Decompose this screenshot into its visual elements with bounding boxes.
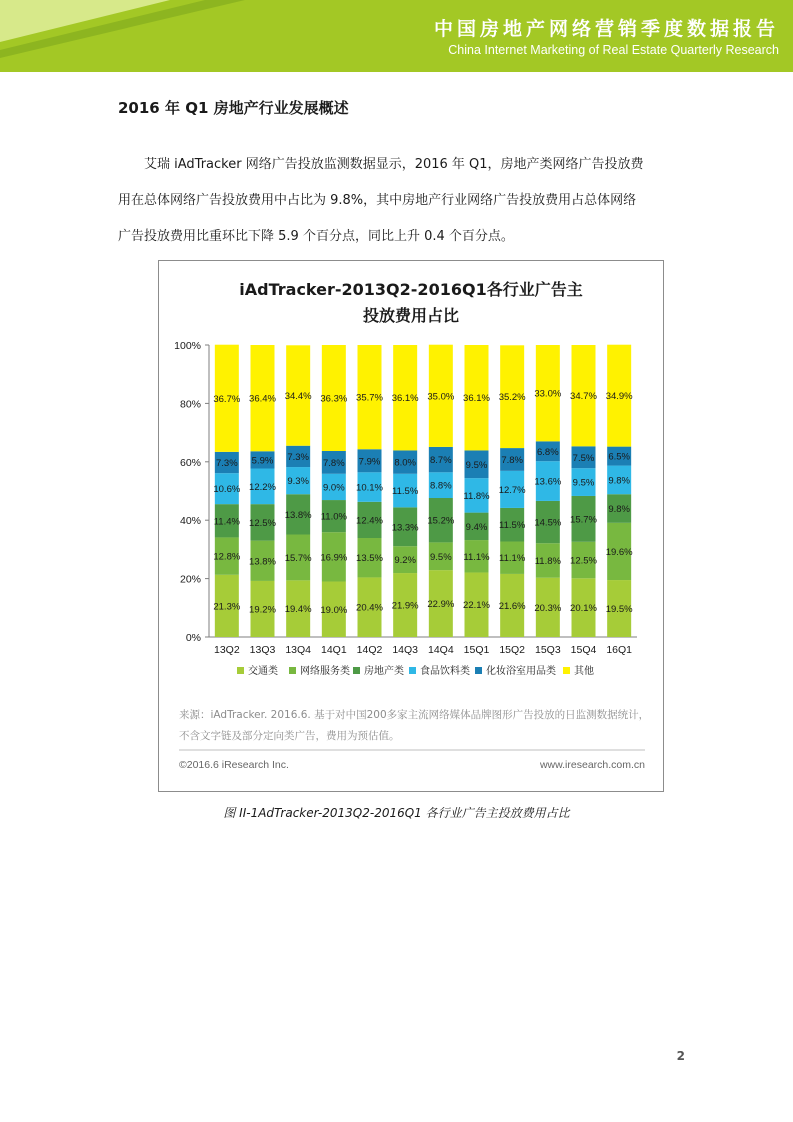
y-tick-label: 20% [179,573,201,586]
section-paragraph [118,147,693,255]
legend-label: 房地产类 [364,666,404,677]
data-label: 11.5% [499,520,526,532]
legend-label: 化妆浴室用品类 [486,666,556,677]
chart-source [179,705,649,747]
data-label: 11.8% [463,490,490,502]
paragraph-line: 广告投放费用比重环比下降 5.9 个百分点，同比上升 0.4 个百分点。 [118,229,514,244]
data-label: 5.9% [251,455,274,467]
data-label: 11.8% [534,555,561,567]
chart-container [158,260,664,792]
paragraph-line: 艾瑞 iAdTracker 网络广告投放监测数据显示，2016 年 Q1，房地产类网络广告投放费 [144,157,644,172]
data-label: 8.7% [430,455,452,467]
legend-swatch [475,667,482,674]
legend-swatch [237,667,244,674]
data-label: 12.8% [213,551,241,563]
data-label: 20.3% [534,602,562,614]
data-label: 36.3% [320,393,348,405]
data-label: 7.3% [216,458,238,470]
source-line: 来源：iAdTracker. 2016.6. 基于对中国200多家主流网络媒体品牌图形广告投放的日监测数据统计， [179,709,650,721]
data-label: 21.3% [213,601,241,613]
data-label: 34.7% [570,391,597,403]
report-header [0,0,793,72]
data-label: 15.7% [570,514,597,526]
data-label: 11.5% [392,486,419,498]
y-tick-label: 80% [179,398,201,411]
data-label: 7.9% [358,456,381,468]
data-label: 8.0% [394,457,416,469]
data-label: 36.1% [463,393,490,405]
data-label: 12.2% [249,481,276,493]
data-label: 35.0% [427,391,455,403]
stacked-bar-chart [159,261,663,701]
data-label: 19.5% [605,604,633,616]
legend-label: 网络服务类 [300,666,350,677]
x-tick-label: 14Q3 [392,644,419,656]
x-tick-label: 16Q1 [606,644,633,656]
legend-swatch [353,667,360,674]
data-label: 6.5% [608,451,630,463]
data-label: 22.9% [427,599,455,611]
header-title: 中国房地产网络营销季度数据报告 [433,18,779,40]
data-label: 9.8% [608,475,630,487]
legend-swatch [409,667,416,674]
data-label: 8.8% [430,480,452,492]
legend-label: 交通类 [248,666,278,677]
data-label: 10.1% [356,482,383,494]
paragraph-line: 用在总体网络广告投放费用中占比为 9.8%，其中房地产行业网络广告投放费用占总体网络 [118,193,637,208]
data-label: 11.0% [320,511,347,523]
data-label: 9.3% [287,476,309,488]
data-label: 6.8% [537,446,559,458]
data-label: 12.4% [356,515,383,527]
section-title: 2016 年 Q1 房地产行业发展概述 [118,99,349,117]
data-label: 14.5% [534,517,562,529]
chart-title-line-1: iAdTracker-2013Q2-2016Q1各行业广告主 [239,280,583,299]
data-label: 11.1% [463,551,490,563]
page-number: 2 [676,1049,685,1063]
data-label: 13.8% [249,556,276,568]
data-label: 13.6% [534,476,562,488]
x-tick-label: 14Q2 [356,644,383,656]
data-label: 9.5% [430,551,452,563]
chart-title-line-2: 投放费用占比 [362,306,459,325]
data-label: 9.4% [465,521,488,533]
x-tick-label: 13Q2 [213,644,240,656]
data-label: 9.2% [394,555,416,567]
y-tick-label: 40% [179,515,201,528]
data-label: 20.1% [570,603,597,615]
x-tick-label: 15Q4 [570,644,597,656]
data-label: 9.0% [323,482,345,494]
y-tick-label: 60% [179,456,201,469]
data-label: 19.6% [605,546,633,558]
data-label: 9.5% [572,477,595,489]
data-label: 11.1% [499,553,526,565]
data-label: 7.8% [501,454,523,466]
data-label: 19.4% [284,604,312,616]
x-tick-label: 15Q3 [534,644,561,656]
copyright: ©2016.6 iResearch Inc. [179,759,289,771]
data-label: 19.2% [249,604,276,616]
source-line: 不含文字链及部分定向类广告，费用为预估值。 [179,730,400,742]
data-label: 9.5% [465,459,488,471]
x-tick-label: 15Q1 [463,644,490,656]
data-label: 13.5% [356,553,383,565]
data-label: 34.4% [284,391,312,403]
data-label: 13.8% [284,509,312,521]
data-label: 33.0% [534,388,562,400]
data-label: 35.2% [498,392,526,404]
website-link[interactable]: www.iresearch.com.cn [539,759,645,771]
data-label: 7.3% [287,451,309,463]
x-tick-label: 14Q4 [427,644,454,656]
data-label: 9.8% [608,504,630,516]
x-tick-label: 15Q2 [499,644,526,656]
data-label: 7.8% [323,457,345,469]
x-tick-label: 13Q4 [285,644,312,656]
x-tick-label: 13Q3 [249,644,276,656]
figure-caption: 图 II-1AdTracker-2013Q2-2016Q1 各行业广告主投放费用占比 [223,806,570,820]
data-label: 21.6% [498,600,526,612]
y-tick-label: 100% [174,340,201,352]
data-label: 36.1% [391,393,419,405]
data-label: 20.4% [356,602,383,614]
data-label: 36.7% [213,393,241,405]
data-label: 16.9% [320,552,348,564]
x-tick-label: 14Q1 [320,644,347,656]
header-subtitle: China Internet Marketing of Real Estate Quarterly Research [448,43,779,57]
data-label: 35.7% [356,392,383,404]
legend-label: 食品饮料类 [420,666,470,677]
data-label: 34.9% [605,391,633,403]
data-label: 36.4% [249,393,276,405]
data-label: 13.3% [391,522,419,534]
y-tick-label: 0% [185,632,201,644]
data-label: 19.0% [320,604,348,616]
legend-swatch [289,667,296,674]
data-label: 11.4% [213,516,240,528]
data-label: 15.2% [427,515,455,527]
data-label: 21.9% [391,600,419,612]
data-label: 12.5% [570,555,597,567]
data-label: 22.1% [463,600,490,612]
source-divider [159,749,663,753]
legend-label: 其他 [574,666,594,677]
data-label: 10.6% [213,484,241,496]
legend-swatch [563,667,570,674]
data-label: 12.7% [498,484,526,496]
data-label: 12.5% [249,517,276,529]
data-label: 15.7% [284,552,312,564]
data-label: 7.5% [572,452,595,464]
